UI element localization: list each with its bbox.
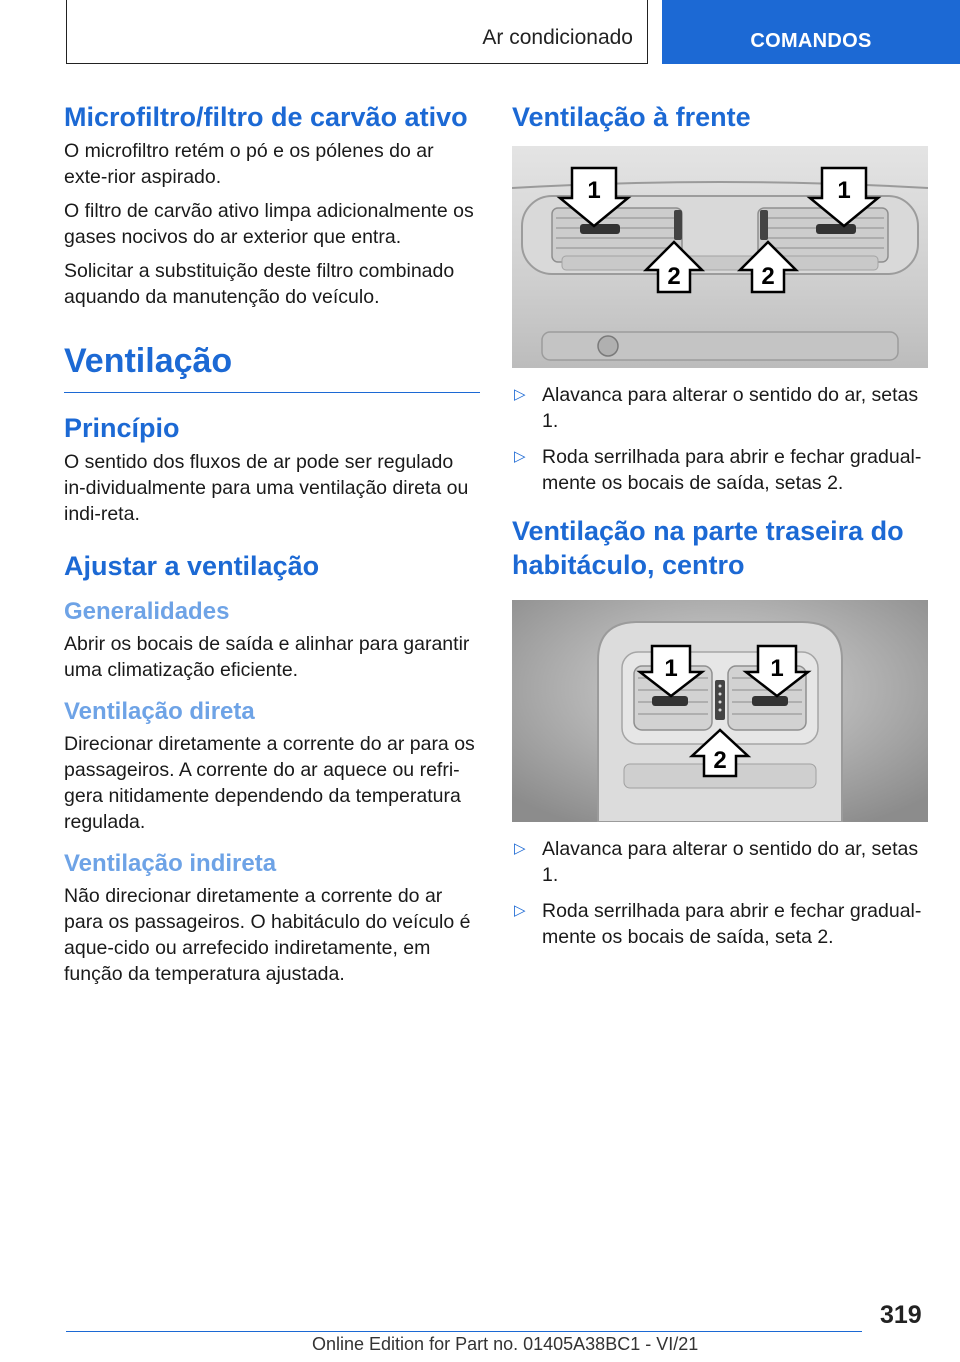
rear-callout-1-left: 1: [664, 655, 678, 682]
front-vents-illustration: [512, 146, 928, 368]
list-item: ▷ Alavanca para alterar o sentido do ar, setas 1.: [514, 838, 919, 886]
principio-paragraph: O sentido dos fluxos de ar pode ser regulado in-dividualmente para uma ventilação direta ou indi-reta.: [64, 451, 469, 525]
bullet-triangle-icon: ▷: [514, 386, 526, 403]
right-column: [512, 100, 928, 960]
front-callout-2-left: 2: [667, 263, 681, 290]
microfiltro-paragraph-2: O filtro de carvão ativo limpa adicionalmente os gases nocivos do ar exterior que entra.: [64, 200, 474, 248]
microfiltro-paragraph-1: O microfiltro retém o pó e os pólenes do ar exte-rior aspirado.: [64, 140, 434, 188]
rear-vents-list: [512, 836, 928, 950]
page-number: 319: [880, 1301, 922, 1329]
bullet-triangle-icon: ▷: [514, 840, 526, 857]
microfiltro-paragraph-3: Solicitar a substituição deste filtro combinado aquando da manutenção do veículo.: [64, 260, 455, 308]
generalidades-paragraph: Abrir os bocais de saída e alinhar para garantir uma climatização eficiente.: [64, 633, 470, 681]
list-item: ▷ Alavanca para alterar o sentido do ar, setas 1.: [514, 384, 919, 432]
heading-principio: Princípio: [64, 413, 180, 443]
heading-ventilacao-frente: Ventilação à frente: [512, 102, 751, 132]
bullet-triangle-icon: ▷: [514, 902, 526, 919]
rear-callout-2: 2: [713, 747, 727, 774]
list-item: ▷ Roda serrilhada para abrir e fechar gradual-mente os bocais de saída, seta 2.: [514, 900, 922, 948]
heading-ajustar-ventilacao: Ajustar a ventilação: [64, 551, 320, 581]
heading-ventilacao-indireta: Ventilação indireta: [64, 850, 277, 877]
rear-vents-illustration: [512, 600, 928, 822]
heading-generalidades: Generalidades: [64, 598, 230, 625]
front-vents-list: [512, 382, 928, 496]
front-callout-1-left: 1: [587, 177, 601, 204]
heading-ventilacao: Ventilação: [64, 340, 480, 393]
rear-callout-1-right: 1: [770, 655, 784, 682]
header-chapter-label: COMANDOS: [750, 29, 872, 52]
bullet-triangle-icon: ▷: [514, 448, 526, 465]
list-item: ▷ Roda serrilhada para abrir e fechar gradual-mente os bocais de saída, setas 2.: [514, 446, 922, 494]
header-section-box: [66, 0, 648, 64]
heading-ventilacao-direta: Ventilação direta: [64, 698, 255, 725]
front-callout-2-right: 2: [761, 263, 775, 290]
heading-microfiltro: Microfiltro/filtro de carvão ativo: [64, 102, 468, 132]
heading-ventilacao-traseira: Ventilação na parte traseira do habitáculo, centro: [512, 516, 904, 580]
header-chapter-tab[interactable]: [662, 0, 960, 64]
left-column: [64, 100, 480, 995]
footer-divider: [66, 1331, 862, 1332]
header-section-title: Ar condicionado: [482, 26, 633, 49]
front-callout-1-right: 1: [837, 177, 851, 204]
indireta-paragraph: Não direcionar diretamente a corrente do ar para os passageiros. O habitáculo do veículo é aque-cido ou arrefecido indiretamente, em função da temperatura ajustada.: [64, 885, 471, 985]
footer-edition: Online Edition for Part no. 01405A38BC1 - VI/21: [312, 1334, 699, 1354]
direta-paragraph: Direcionar diretamente a corrente do ar para os passageiros. A corrente do ar aquece ou refri-gera nitidamente dependendo da temperatura regulada.: [64, 733, 475, 833]
